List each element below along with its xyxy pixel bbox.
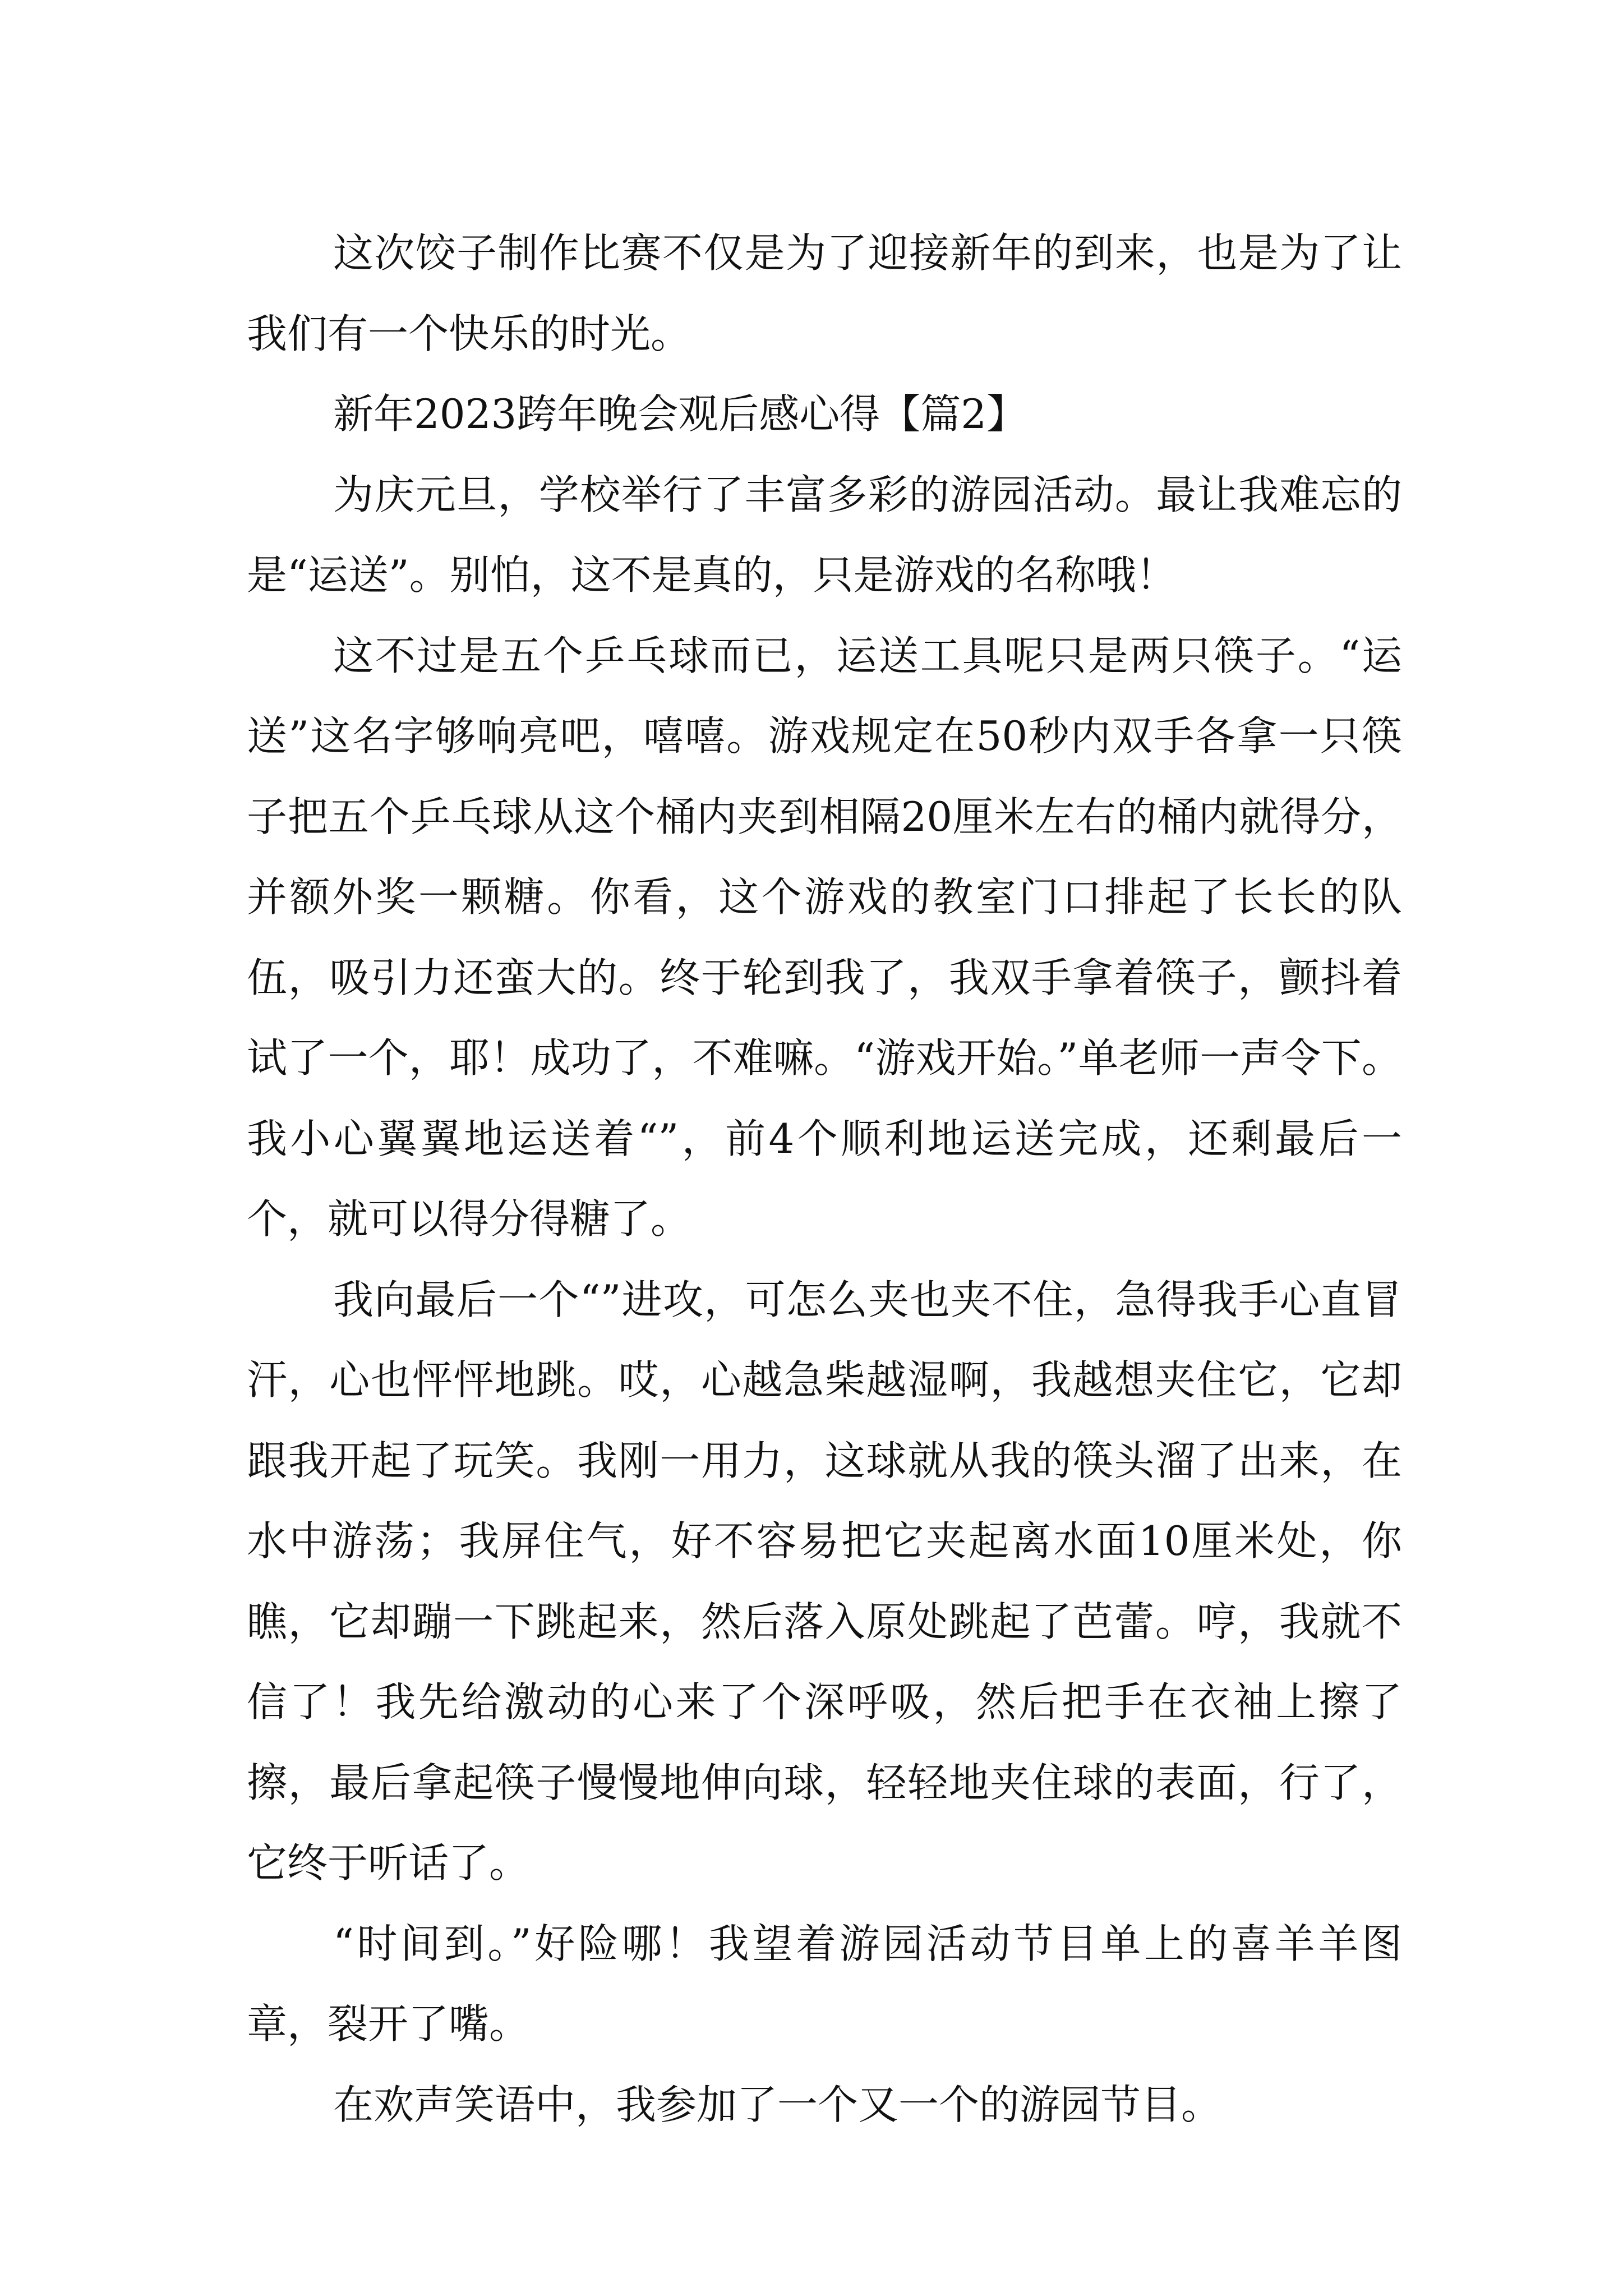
paragraph-1: 这次饺子制作比赛不仅是为了迎接新年的到来，也是为了让我们有一个快乐的时光。 [247, 229, 1402, 357]
paragraph-2: 为庆元旦，学校举行了丰富多彩的游园活动。最让我难忘的是“运送”。别怕，这不是真的，只是游戏的名称哦！ [247, 471, 1402, 599]
paragraph-6: 在欢声笑语中，我参加了一个又一个的游园节目。 [333, 2081, 1222, 2128]
paragraph-4: 我向最后一个“”进攻，可怎么夹也夹不住，急得我手心直冒汗，心也怦怦地跳。哎，心越急柴越湿啊，我越想夹住它，它却跟我开起了玩笑。我刚一用力，这球就从我的筷头溜了出来，在水中游荡；我屏住气，好不容易把它夹起离水面10厘米处，你瞧，它却蹦一下跳起来，然后落入原处跳起了芭蕾。哼，我就不信了！我先给激动的心来了个深呼吸，然后把手在衣袖上擦了擦，最后拿起筷子慢慢地伸向球，轻轻地夹住球的表面，行了，它终于听话了。 [247, 1276, 1402, 1887]
section-heading: 新年2023跨年晚会观后感心得【篇2】 [333, 390, 1027, 438]
document-body [247, 213, 1402, 2145]
paragraph-3: 这不过是五个乒乓球而已，运送工具呢只是两只筷子。“运送”这名字够响亮吧，嘻嘻。游戏规定在50秒内双手各拿一只筷子把五个乒乓球从这个桶内夹到相隔20厘米左右的桶内就得分，并额外奖一颗糖。你看，这个游戏的教室门口排起了长长的队伍，吸引力还蛮大的。终于轮到我了，我双手拿着筷子，颤抖着试了一个，耶！成功了，不难嘛。“游戏开始。”单老师一声令下。我小心翼翼地运送着“”，前4个顺利地运送完成，还剩最后一个，就可以得分得糖了。 [247, 632, 1402, 1243]
paragraph-5: “时间到。”好险哪！我望着游园活动节目单上的喜羊羊图章，裂开了嘴。 [247, 1920, 1402, 2047]
